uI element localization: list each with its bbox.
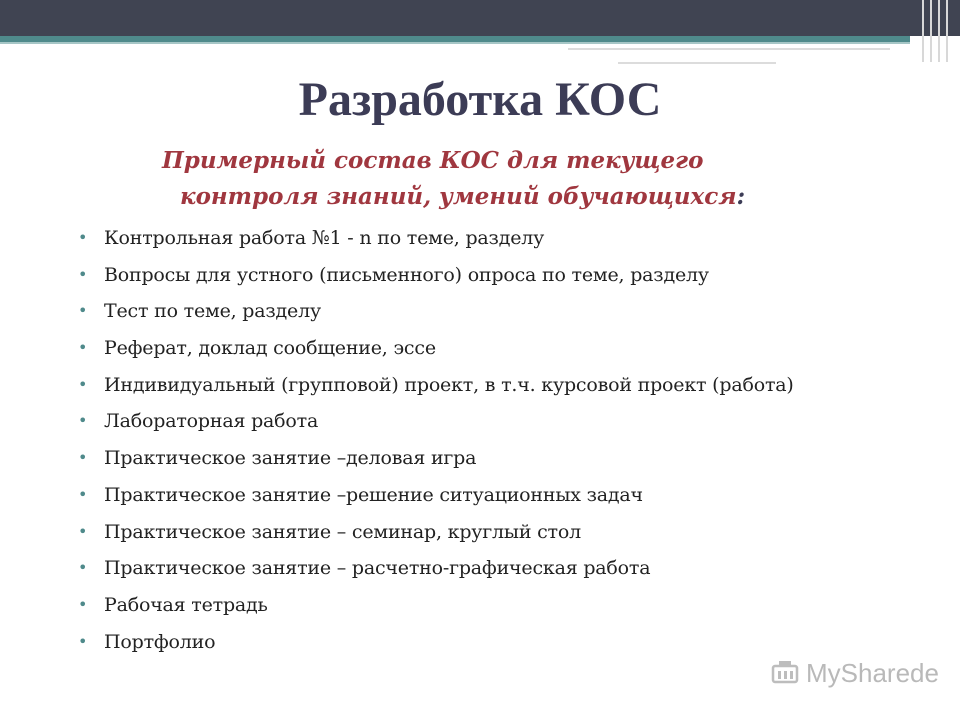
list-item-text: Тест по теме, разделу [104, 300, 321, 323]
list-item-text: Практическое занятие –деловая игра [104, 447, 477, 470]
header-decor-lines [916, 0, 960, 62]
list-item [78, 627, 898, 657]
bullet-icon: • [78, 484, 88, 504]
slide-title: Разработка КОС [298, 73, 662, 126]
bullet-list [78, 223, 898, 663]
list-item-text: Портфолио [104, 630, 216, 653]
list-item [78, 553, 898, 583]
list-item-text: Практическое занятие – семинар, круглый стол [104, 520, 581, 543]
bullet-icon: • [78, 411, 88, 431]
watermark-text: MySharede [806, 657, 939, 688]
list-item [78, 333, 898, 363]
bullet-icon: • [78, 448, 88, 468]
bullet-icon: • [78, 521, 88, 541]
list-item-text: Рабочая тетрадь [104, 593, 268, 616]
list-item [78, 480, 898, 510]
header-bar [0, 0, 960, 36]
list-item [78, 443, 898, 473]
bullet-icon: • [78, 558, 88, 578]
list-item-text: Практическое занятие – расчетно-графическая работа [104, 557, 651, 580]
watermark-logo-icon [770, 658, 800, 688]
list-item [78, 223, 898, 253]
bullet-icon: • [78, 301, 88, 321]
decor-line-2 [618, 62, 776, 64]
slide-subtitle [150, 143, 890, 215]
bullet-icon: • [78, 264, 88, 284]
bullet-icon: • [78, 631, 88, 651]
subtitle-colon: : [736, 183, 746, 210]
list-item [78, 260, 898, 290]
bullet-icon: • [78, 594, 88, 614]
subtitle-line-2-text: контроля знаний, умений обучающихся [180, 183, 737, 210]
subtitle-line-1: Примерный состав КОС для текущего [162, 147, 704, 174]
watermark [770, 656, 939, 690]
list-item [78, 590, 898, 620]
list-item [78, 517, 898, 547]
list-item-text: Реферат, доклад сообщение, эссе [104, 337, 436, 360]
bullet-icon: • [78, 374, 88, 394]
bullet-icon: • [78, 338, 88, 358]
list-item-text: Практическое занятие –решение ситуационных задач [104, 483, 643, 506]
list-item-text: Индивидуальный (групповой) проект, в т.ч. курсовой проект (работа) [104, 373, 794, 396]
list-item [78, 296, 898, 326]
header-accent-thin-bar [0, 42, 910, 44]
list-item-text: Вопросы для устного (письменного) опроса по теме, разделу [104, 263, 709, 286]
decor-line-1 [568, 48, 890, 50]
list-item [78, 370, 898, 400]
bullet-icon: • [78, 228, 88, 247]
list-item [78, 406, 898, 436]
list-item-text: Контрольная работа №1 - n по теме, разделу [104, 227, 545, 249]
list-item-text: Лабораторная работа [104, 410, 319, 433]
subtitle-line-2 [150, 179, 890, 215]
